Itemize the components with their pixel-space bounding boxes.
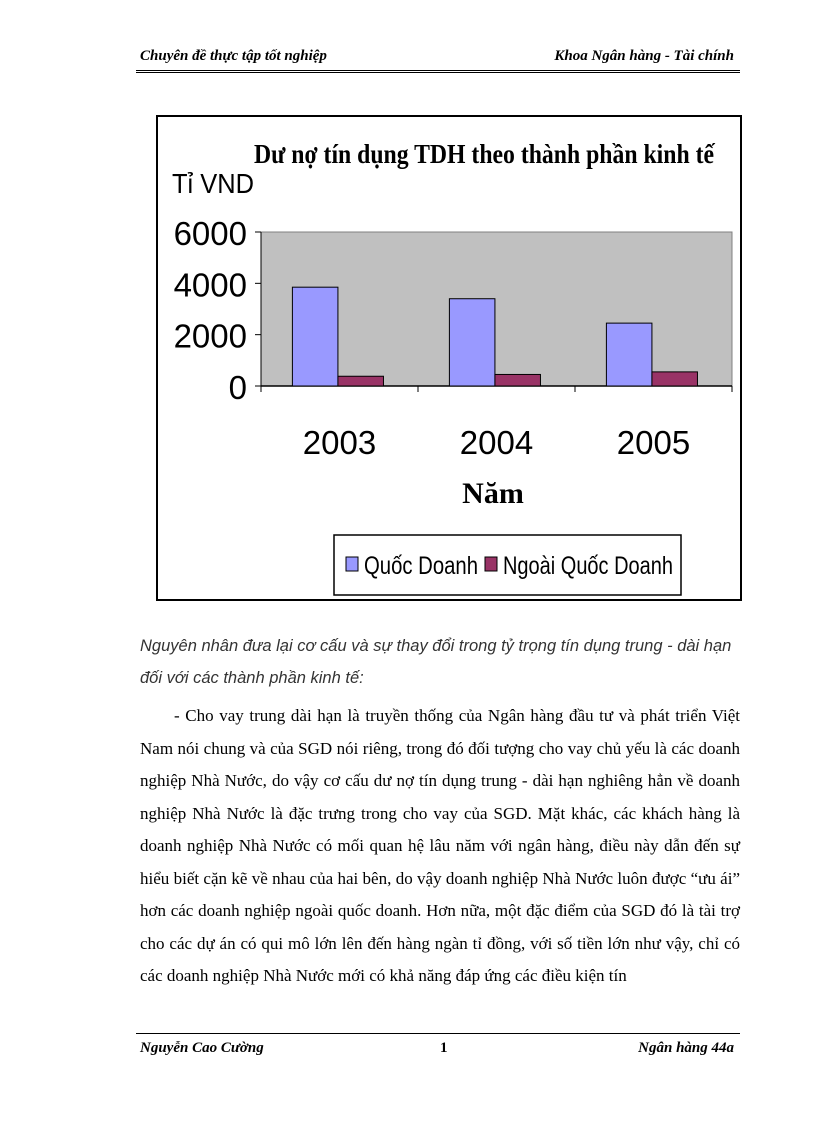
- legend-swatch-ngoai-quoc-doanh: [485, 557, 497, 571]
- intro-paragraph: Nguyên nhân đưa lại cơ cấu và sự thay đổi trong tỷ trọng tín dụng trung - dài hạn đối với các thành phần kinh tế:: [140, 637, 732, 687]
- y-tick-label: 0: [228, 369, 247, 406]
- x-axis-label: Năm: [462, 477, 524, 510]
- x-tick-label-2003: 2003: [302, 424, 377, 461]
- bar-chart: [158, 117, 740, 599]
- chart-frame: [156, 115, 742, 601]
- y-tick-label: 6000: [173, 215, 247, 252]
- bar-ngoai-quoc-doanh-2004: [495, 374, 541, 386]
- bar-ngoai-quoc-doanh-2003: [338, 376, 384, 386]
- bar-ngoai-quoc-doanh-2005: [652, 372, 698, 386]
- header-rule: [136, 70, 740, 73]
- y-tick-label: 4000: [173, 266, 247, 304]
- chart-title: Dư nợ tín dụng TDH theo thành phần kinh tế: [254, 139, 716, 169]
- footer-rule: [136, 1033, 740, 1034]
- x-tick-label-2005: 2005: [616, 424, 691, 461]
- footer-class: Ngân hàng 44a: [638, 1040, 734, 1056]
- legend-label-quoc-doanh: Quốc Doanh: [364, 552, 478, 580]
- page-footer: [140, 1040, 734, 1062]
- bar-quoc-doanh-2003: [292, 287, 338, 386]
- page-header: [140, 48, 734, 70]
- bar-quoc-doanh-2005: [606, 323, 652, 386]
- y-axis-label: Tỉ VND: [172, 168, 254, 199]
- header-left-text: Chuyên đề thực tập tốt nghiệp: [140, 48, 327, 64]
- legend-swatch-quoc-doanh: [346, 557, 358, 571]
- legend-label-ngoai-quoc-doanh: Ngoài Quốc Doanh: [503, 552, 673, 580]
- header-right-text: Khoa Ngân hàng - Tài chính: [554, 48, 734, 64]
- footer-author: Nguyễn Cao Cường: [140, 1040, 264, 1056]
- x-tick-label-2004: 2004: [459, 424, 534, 461]
- page-number: 1: [440, 1040, 448, 1056]
- y-tick-label: 2000: [173, 317, 247, 355]
- body-paragraph: - Cho vay trung dài hạn là truyền thống của Ngân hàng đầu tư và phát triển Việt Nam nói chung và của SGD nói riêng, trong đó đối tượng cho vay chủ yếu là các doanh nghiệp Nhà Nước, do vậy cơ cấu dư nợ tín dụng trung - dài hạn nghiêng hẳn về doanh nghiệp Nhà Nước là đặc trưng trong cho vay của SGD. Mặt khác, các khách hàng là doanh nghiệp Nhà Nước có mối quan hệ lâu năm với ngân hàng, điều này dẫn đến sự hiểu biết cặn kẽ về nhau của hai bên, do vậy doanh nghiệp Nhà Nước luôn được “ưu ái” hơn các doanh nghiệp ngoài quốc doanh. Hơn nữa, một đặc điểm của SGD đó là tài trợ cho các dự án có qui mô lớn lên đến hàng ngàn tỉ đồng, với số tiền lớn như vậy, chỉ có các doanh nghiệp Nhà Nước mới có khả năng đáp ứng các điều kiện tín: [140, 706, 740, 985]
- bar-quoc-doanh-2004: [449, 299, 495, 386]
